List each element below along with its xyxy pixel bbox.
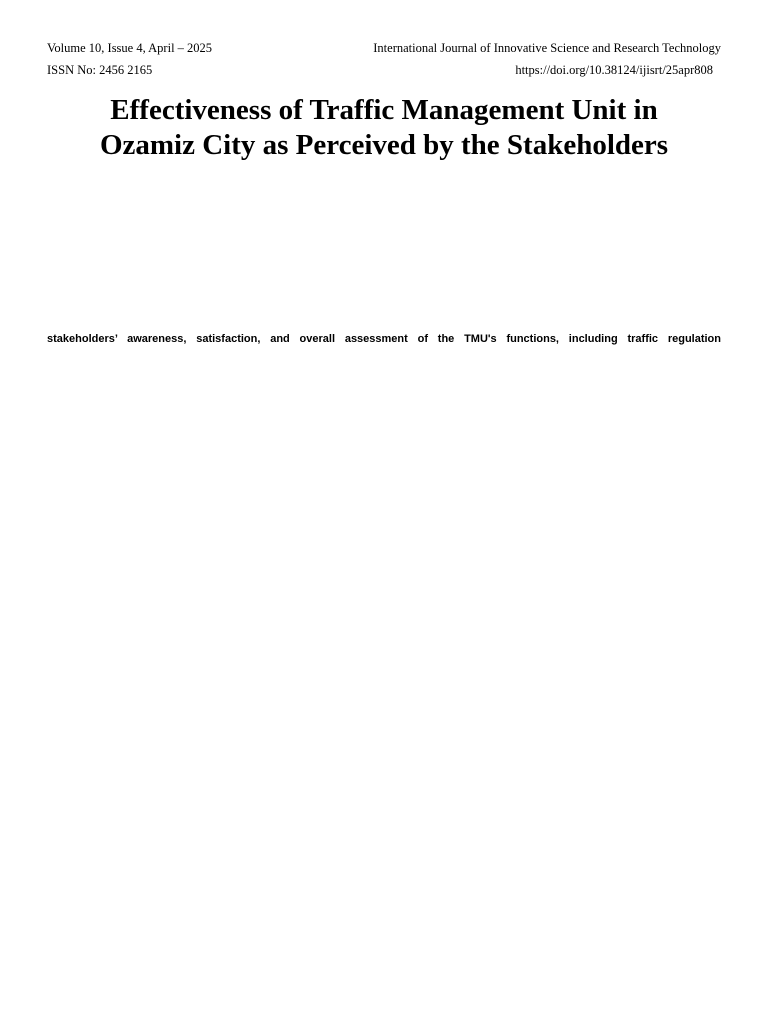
- doi-link[interactable]: https://doi.org/10.38124/ijisrt/25apr808: [515, 63, 713, 77]
- paper-title: [0, 93, 768, 163]
- volume-issue: Volume 10, Issue 4, April – 2025: [47, 41, 213, 55]
- paper-title-line-1: Effectiveness of Traffic Management Unit in: [110, 94, 658, 126]
- abstract-text-line: stakeholders’ awareness, satisfaction, and overall assessment of the TMU's functions, including traffic regulation: [47, 333, 721, 345]
- running-header-bottom: [47, 63, 721, 78]
- running-header-top: [47, 41, 721, 56]
- issn: ISSN No: 2456 2165: [47, 63, 153, 77]
- journal-name: International Journal of Innovative Science and Research Technology: [373, 41, 721, 55]
- paper-title-line-2: Ozamiz City as Perceived by the Stakeholders: [99, 129, 669, 161]
